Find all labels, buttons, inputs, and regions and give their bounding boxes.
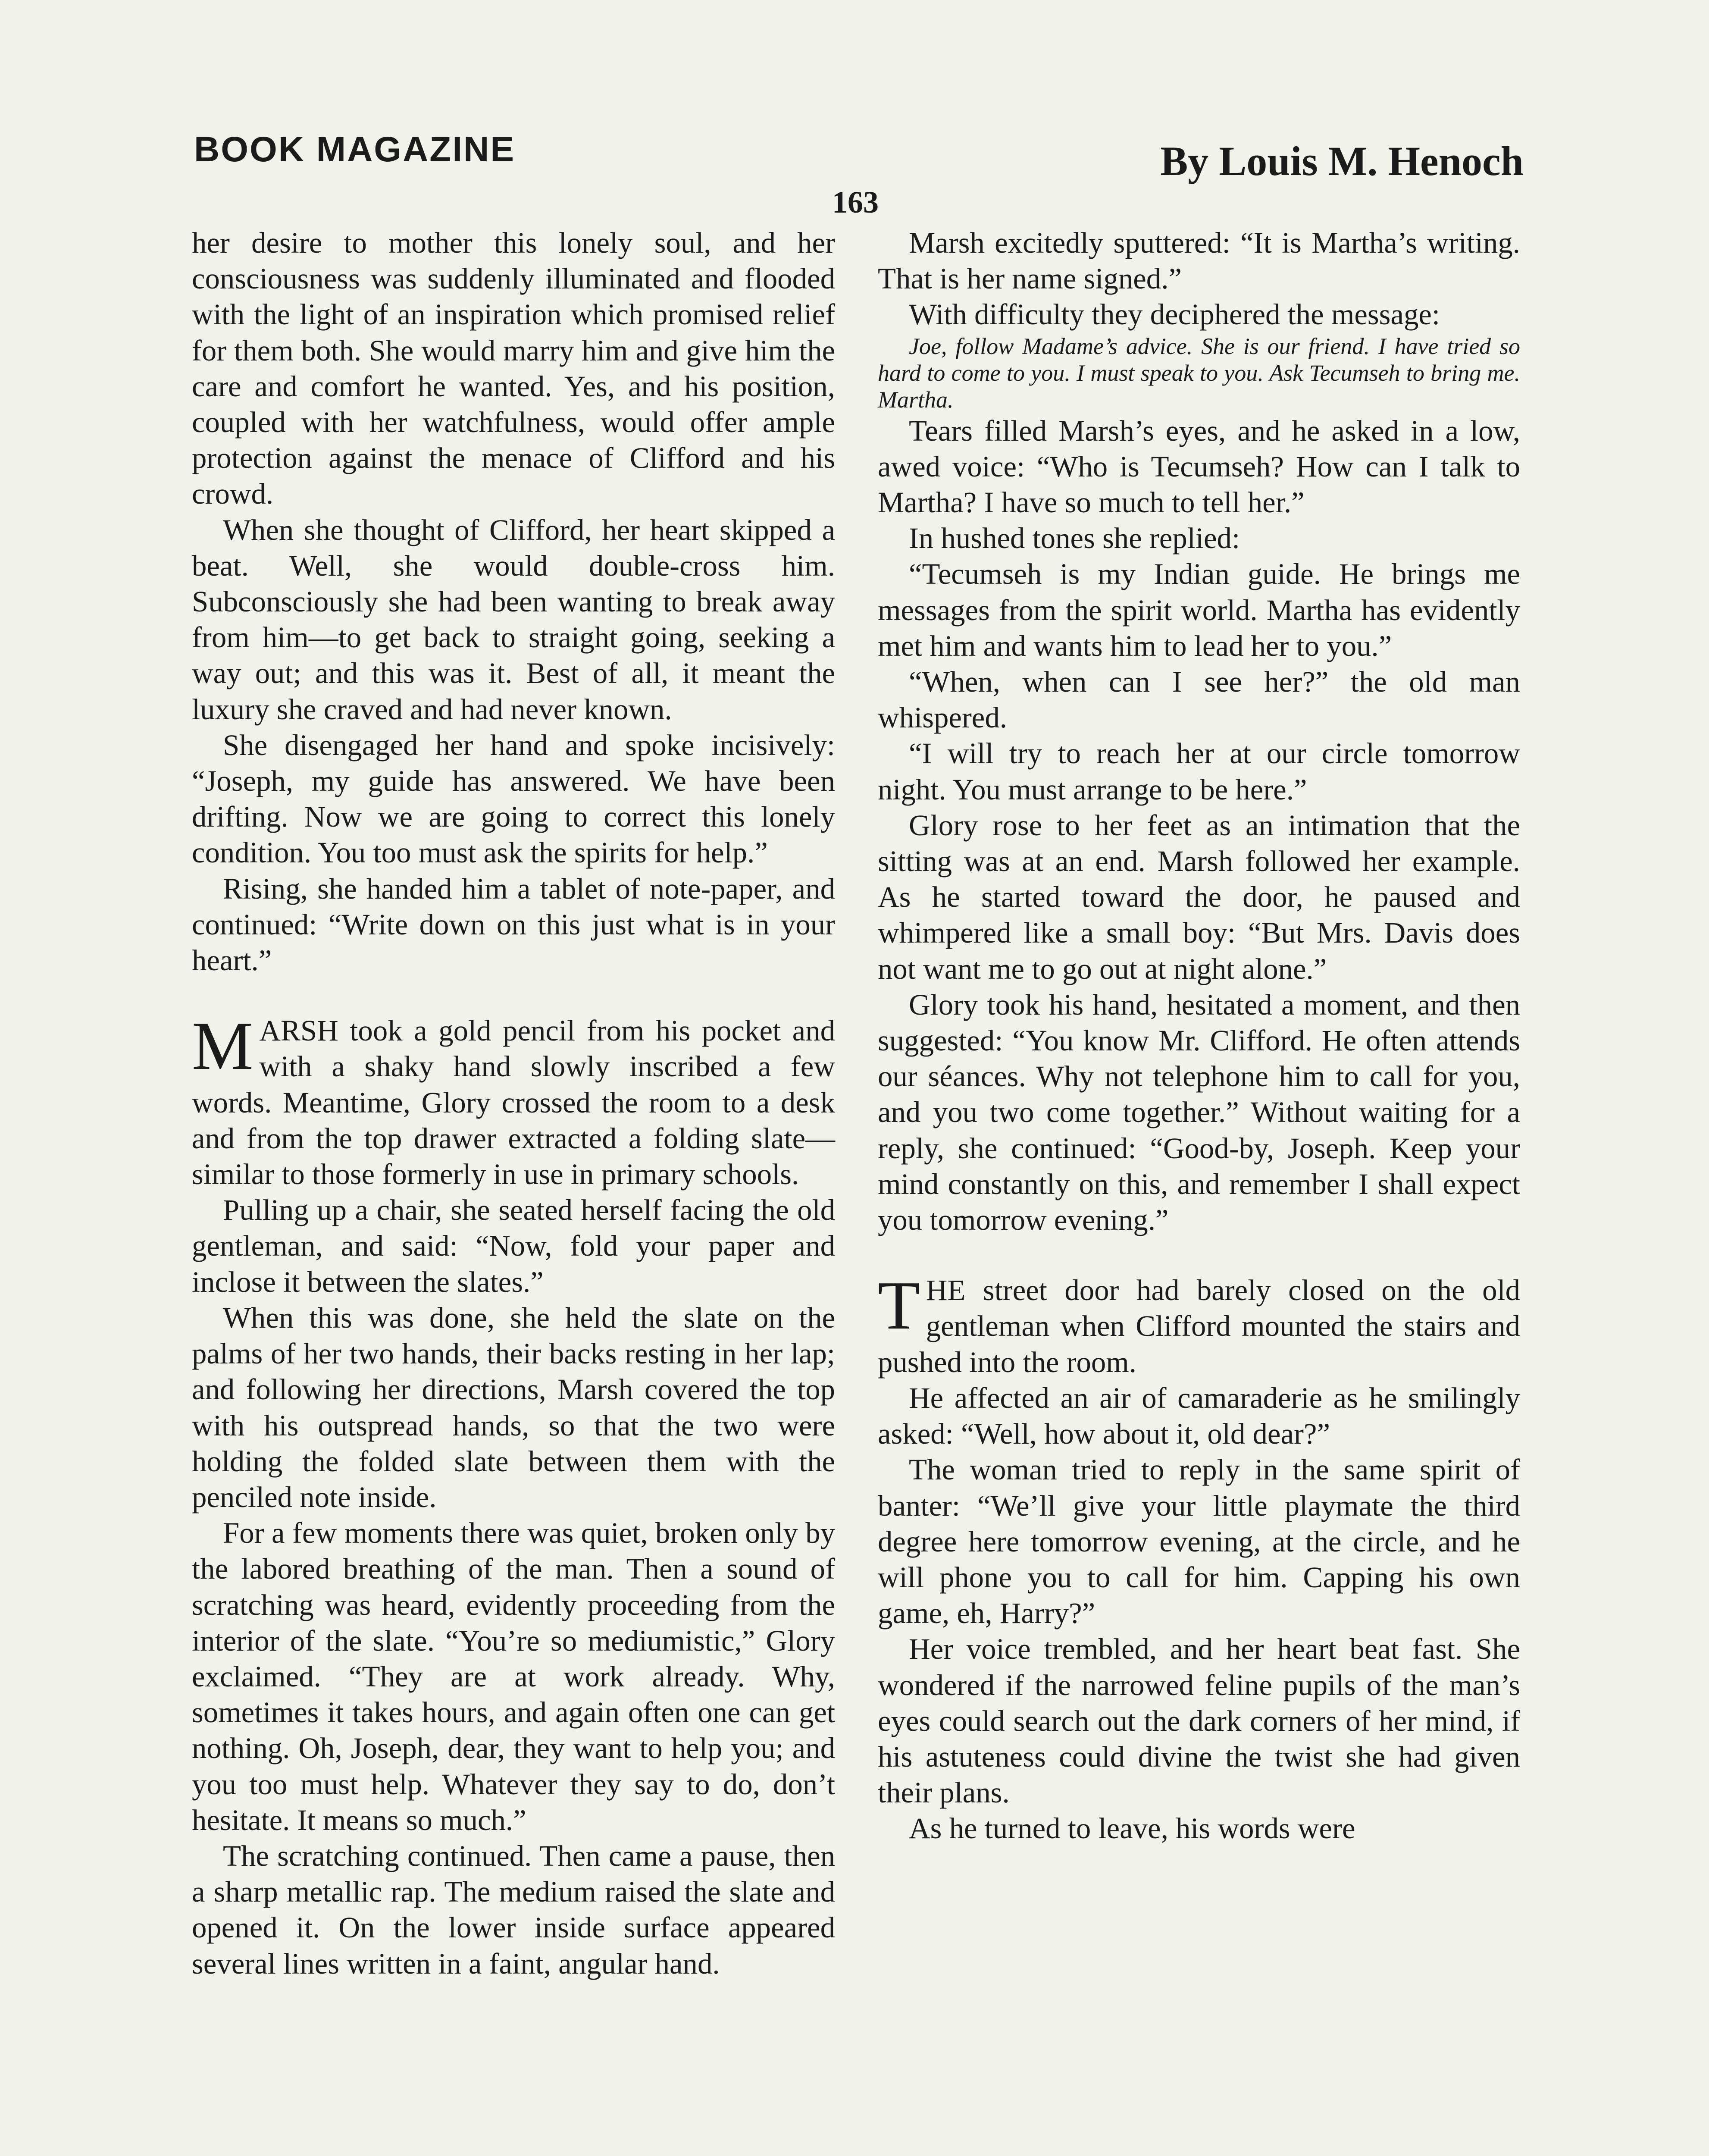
section-start-paragraph [878,1267,1520,1380]
paragraph: “I will try to reach her at our circle tomorrow night. You must arrange to be here.” [878,737,1520,806]
paragraph: Marsh excitedly sputtered: “It is Martha’s writing. That is her name signed.” [878,226,1520,295]
paragraph: As he turned to leave, his words were [909,1812,1355,1845]
paragraph: The scratching continued. Then came a pause, then a sharp metallic rap. The medium raised the slate and opened it. On the lower inside surface appeared several lines written in a faint, angular hand. [192,1839,835,1980]
paragraph: For a few moments there was quiet, broken only by the labored breathing of the man. Then a sound of scratching was heard, evidently proceeding from the interior of the slate. “You’re so mediumistic,” Glory exclaimed. “They are at work already. Why, sometimes it takes hours, and again often one can get nothing. Oh, Joseph, dear, they want to help you; and you too must help. Whatever they say to do, don’t hesitate. It means so much.” [192,1517,835,1836]
small-caps-lead: ARSH [259,1014,338,1047]
paragraph: He affected an air of camaraderie as he smilingly asked: “Well, how about it, old dear?” [878,1381,1520,1451]
paragraph: her desire to mother this lonely soul, and her consciousness was suddenly illuminated and flooded with the light of an inspiration which promised relief for them both. She would marry him and give him the care and comfort he wanted. Yes, and his position, coupled with her watchfulness, would offer ample protection against the menace of Clifford and his crowd. [192,226,835,511]
paragraph: When this was done, she held the slate on the palms of her two hands, their backs resting in her lap; and following her directions, Marsh covered the top with his outspread hands, so that the two were holding the folded slate between them with the penciled note inside. [192,1301,835,1514]
page-number: 163 [832,185,879,219]
drop-cap: M [192,1007,254,1084]
paragraph: Pulling up a chair, she seated herself facing the old gentleman, and said: “Now, fold your paper and inclose it between the slates.” [192,1194,835,1298]
right-column [878,225,1520,1847]
paragraph: “When, when can I see her?” the old man whispered. [878,665,1520,734]
paragraph-text: took a gold pencil from his pocket and with a shaky hand slowly inscribed a few words. Meantime, Glory crossed the room to a desk and from the top drawer extracted a folding slate—similar to those formerly in use in primary schools. [192,1014,835,1191]
slate-message-quote: Joe, follow Madame’s advice. She is our friend. I have tried so hard to come to you. I must speak to you. Ask Tecumseh to bring me. Martha. [878,333,1520,413]
paragraph: Rising, she handed him a tablet of note-paper, and continued: “Write down on this just what is in your heart.” [192,872,835,977]
paragraph-text: street door had barely closed on the old gentleman when Clifford mounted the stairs and pushed into the room. [878,1274,1520,1379]
paragraph: She disengaged her hand and spoke incisively: “Joseph, my guide has answered. We have been drifting. Now we are going to correct this lonely condition. You too must ask the spirits for help.” [192,728,835,869]
paragraph: “Tecumseh is my Indian guide. He brings me messages from the spirit world. Martha has evidently met him and wants him to lead her to you.” [878,558,1520,662]
paragraph: The woman tried to reply in the same spirit of banter: “We’ll give your little playmate the third degree here tomorrow evening, at the circle, and he will phone you to call for him. Capping his own game, eh, Harry?” [878,1453,1520,1630]
small-caps-lead: HE [926,1274,966,1307]
paragraph: Glory took his hand, hesitated a moment, and then suggested: “You know Mr. Clifford. He often attends our séances. Why not telephone him to call for you, and you two come together.” Without waiting for a reply, she continued: “Good-by, Joseph. Keep your mind constantly on this, and remember I shall expect you tomorrow evening.” [878,988,1520,1237]
paragraph: In hushed tones she replied: [909,522,1240,555]
paragraph: When she thought of Clifford, her heart skipped a beat. Well, she would double-cross him. Subconsciously she had been wanting to break away from him—to get back to straight going, seeking a way out; and this was it. Best of all, it meant the luxury she craved and had never known. [192,513,835,726]
section-start-paragraph [192,1007,835,1192]
drop-cap: T [878,1267,920,1344]
author-byline: By Louis M. Henoch [1160,138,1524,184]
paragraph: With difficulty they deciphered the message: [909,298,1440,331]
publication-title: BOOK MAGAZINE [194,130,516,169]
left-column [192,225,835,1982]
paragraph: Tears filled Marsh’s eyes, and he asked in a low, awed voice: “Who is Tecumseh? How can I talk to Martha? I have so much to tell her.” [878,414,1520,519]
paragraph: Glory rose to her feet as an intimation that the sitting was at an end. Marsh followed her example. As he started toward the door, he paused and whimpered like a small boy: “But Mrs. Davis does not want me to go out at night alone.” [878,808,1520,985]
paragraph: Her voice trembled, and her heart beat fast. She wondered if the narrowed feline pupils of the man’s eyes could search out the dark corners of her mind, if his astuteness could divine the twist she had given their plans. [878,1633,1520,1809]
